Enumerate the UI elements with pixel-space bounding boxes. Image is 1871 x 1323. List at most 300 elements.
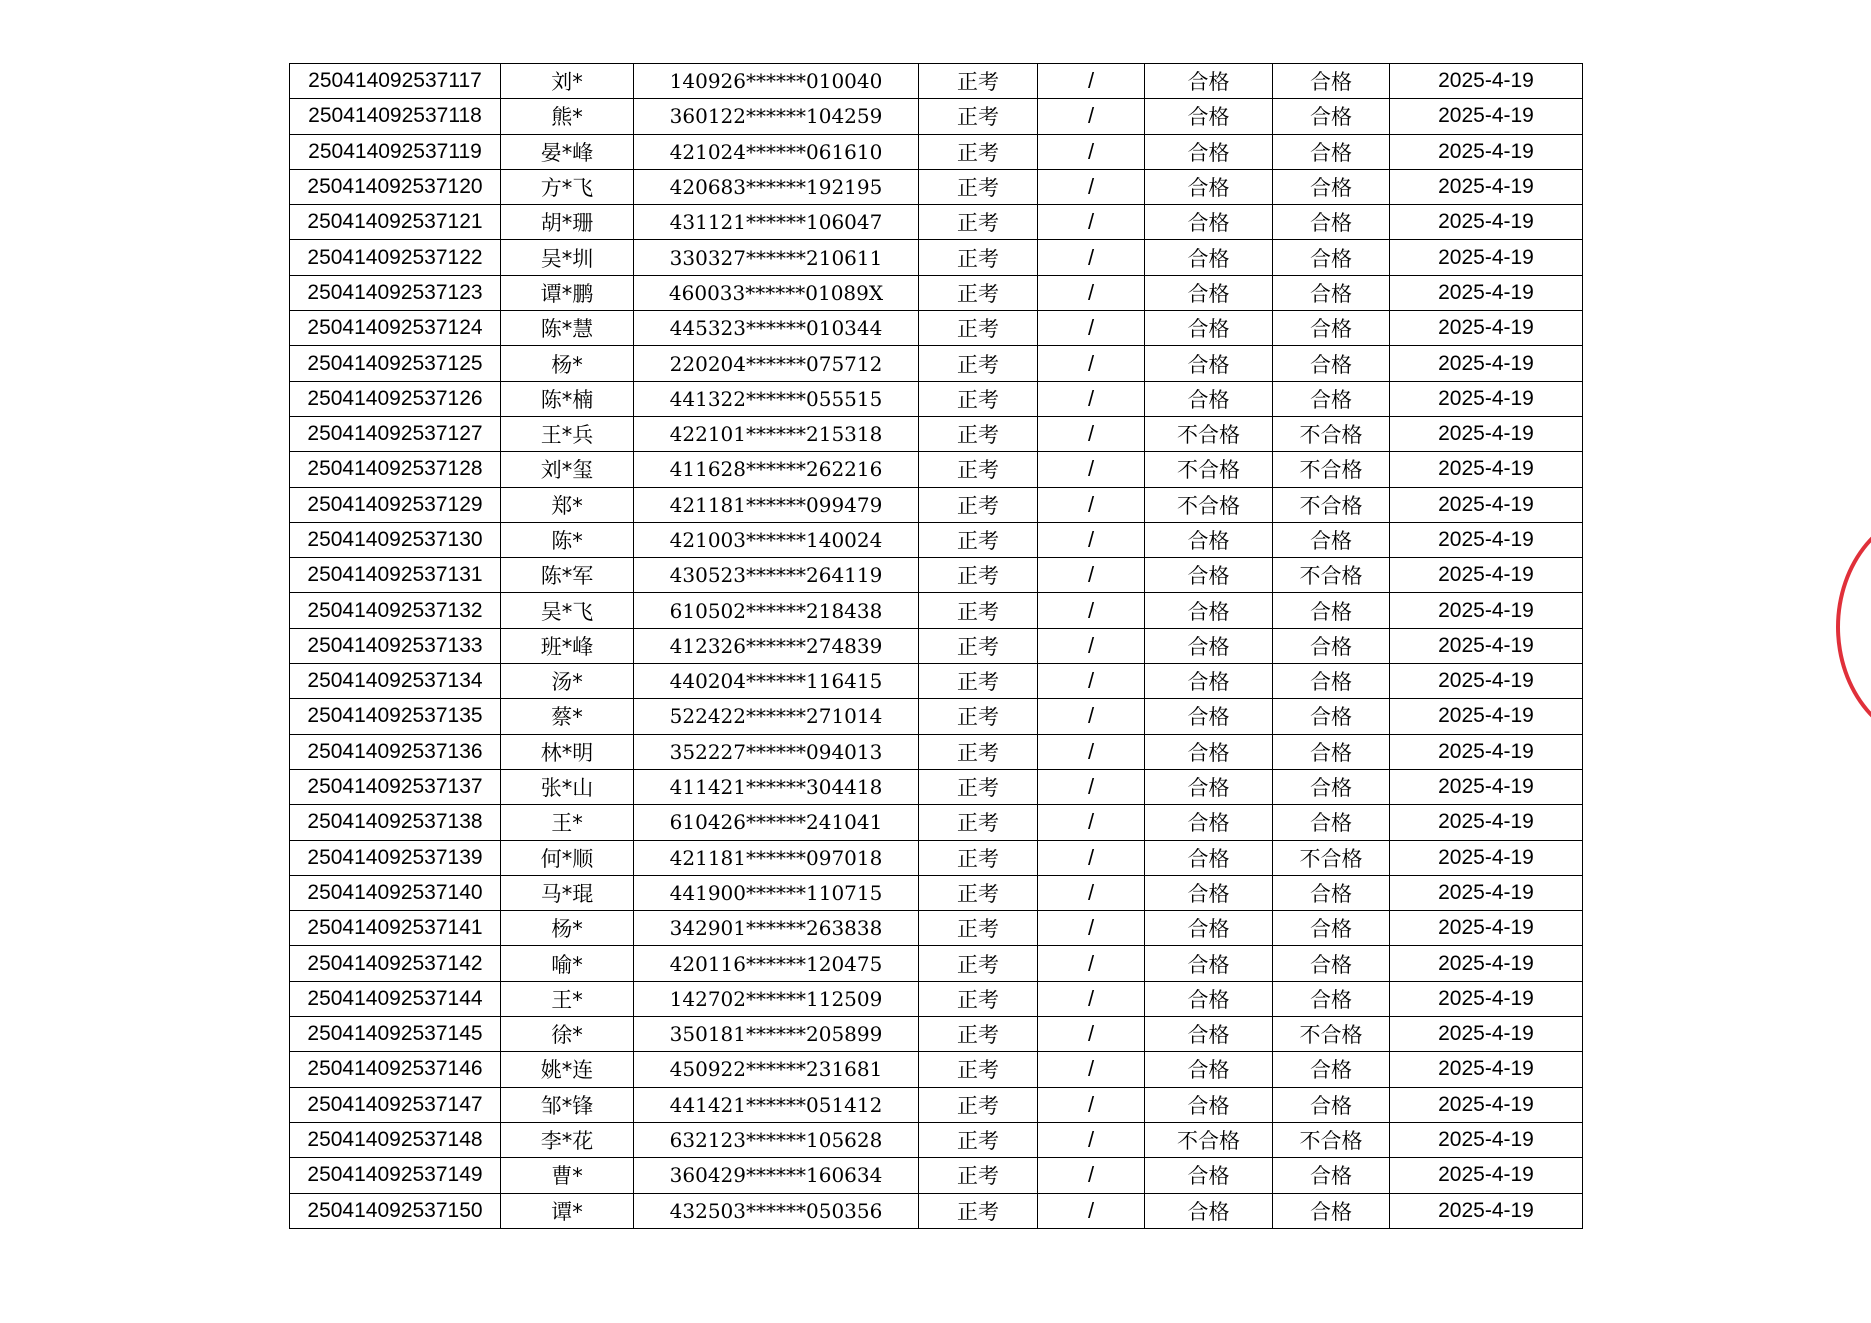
exam-type-cell: 正考 [919,1193,1038,1228]
exam-type-cell: 正考 [919,875,1038,910]
exam-type-cell: 正考 [919,769,1038,804]
theory-result-cell: 合格 [1145,311,1273,346]
candidate-name-cell: 谭* [501,1193,634,1228]
candidate-name-cell: 晏*峰 [501,134,634,169]
exam-type-cell: 正考 [919,1087,1038,1122]
theory-result-cell: 合格 [1145,64,1273,99]
exam-number-cell: 250414092537125 [290,346,501,381]
exam-type-cell: 正考 [919,1158,1038,1193]
exam-number-cell: 250414092537133 [290,628,501,663]
exam-number-cell: 250414092537121 [290,205,501,240]
exam-type-cell: 正考 [919,64,1038,99]
id-card-cell: 441322******055515 [634,381,919,416]
id-card-cell: 342901******263838 [634,911,919,946]
id-card-cell: 330327******210611 [634,240,919,275]
table-row [290,805,1583,840]
exam-number-cell: 250414092537147 [290,1087,501,1122]
exam-type-cell: 正考 [919,558,1038,593]
exam-date-cell: 2025-4-19 [1390,840,1583,875]
table-row [290,416,1583,451]
exam-number-cell: 250414092537130 [290,522,501,557]
id-card-cell: 412326******274839 [634,628,919,663]
practical-result-cell: 合格 [1273,1158,1390,1193]
candidate-name-cell: 王* [501,805,634,840]
exam-type-cell: 正考 [919,522,1038,557]
practical-result-cell: 合格 [1273,346,1390,381]
id-card-cell: 142702******112509 [634,981,919,1016]
exam-type-cell: 正考 [919,452,1038,487]
id-card-cell: 220204******075712 [634,346,919,381]
exam-type-cell: 正考 [919,981,1038,1016]
official-seal-stamp [1828,508,1871,746]
practical-result-cell: 不合格 [1273,840,1390,875]
exam-date-cell: 2025-4-19 [1390,1158,1583,1193]
exam-type-cell: 正考 [919,169,1038,204]
score-placeholder-cell: / [1038,134,1145,169]
score-placeholder-cell: / [1038,805,1145,840]
candidate-name-cell: 陈* [501,522,634,557]
table-row [290,205,1583,240]
score-placeholder-cell: / [1038,205,1145,240]
id-card-cell: 432503******050356 [634,1193,919,1228]
score-placeholder-cell: / [1038,946,1145,981]
candidate-name-cell: 班*峰 [501,628,634,663]
exam-type-cell: 正考 [919,275,1038,310]
candidate-name-cell: 刘* [501,64,634,99]
practical-result-cell: 合格 [1273,593,1390,628]
theory-result-cell: 合格 [1145,1158,1273,1193]
practical-result-cell: 合格 [1273,734,1390,769]
id-card-cell: 422101******215318 [634,416,919,451]
table-row [290,452,1583,487]
id-card-cell: 441900******110715 [634,875,919,910]
score-placeholder-cell: / [1038,346,1145,381]
table-row [290,134,1583,169]
exam-type-cell: 正考 [919,311,1038,346]
exam-date-cell: 2025-4-19 [1390,981,1583,1016]
id-card-cell: 411628******262216 [634,452,919,487]
theory-result-cell: 合格 [1145,593,1273,628]
theory-result-cell: 合格 [1145,169,1273,204]
exam-number-cell: 250414092537128 [290,452,501,487]
id-card-cell: 460033******01089X [634,275,919,310]
exam-date-cell: 2025-4-19 [1390,734,1583,769]
table-row [290,275,1583,310]
theory-result-cell: 合格 [1145,805,1273,840]
table-row [290,734,1583,769]
exam-number-cell: 250414092537141 [290,911,501,946]
theory-result-cell: 合格 [1145,1052,1273,1087]
practical-result-cell: 合格 [1273,628,1390,663]
exam-date-cell: 2025-4-19 [1390,134,1583,169]
exam-date-cell: 2025-4-19 [1390,522,1583,557]
exam-number-cell: 250414092537144 [290,981,501,1016]
score-placeholder-cell: / [1038,769,1145,804]
score-placeholder-cell: / [1038,1017,1145,1052]
exam-number-cell: 250414092537135 [290,699,501,734]
exam-type-cell: 正考 [919,1052,1038,1087]
exam-type-cell: 正考 [919,205,1038,240]
score-placeholder-cell: / [1038,99,1145,134]
exam-date-cell: 2025-4-19 [1390,169,1583,204]
practical-result-cell: 合格 [1273,205,1390,240]
exam-type-cell: 正考 [919,699,1038,734]
exam-date-cell: 2025-4-19 [1390,664,1583,699]
score-placeholder-cell: / [1038,64,1145,99]
table-row [290,1193,1583,1228]
theory-result-cell: 合格 [1145,664,1273,699]
practical-result-cell: 合格 [1273,805,1390,840]
score-placeholder-cell: / [1038,169,1145,204]
exam-number-cell: 250414092537134 [290,664,501,699]
practical-result-cell: 合格 [1273,64,1390,99]
exam-date-cell: 2025-4-19 [1390,558,1583,593]
id-card-cell: 360122******104259 [634,99,919,134]
theory-result-cell: 合格 [1145,911,1273,946]
theory-result-cell: 合格 [1145,699,1273,734]
exam-number-cell: 250414092537126 [290,381,501,416]
exam-type-cell: 正考 [919,487,1038,522]
theory-result-cell: 合格 [1145,205,1273,240]
candidate-name-cell: 杨* [501,911,634,946]
exam-number-cell: 250414092537129 [290,487,501,522]
table-row [290,875,1583,910]
exam-number-cell: 250414092537148 [290,1122,501,1157]
id-card-cell: 632123******105628 [634,1122,919,1157]
practical-result-cell: 合格 [1273,981,1390,1016]
score-placeholder-cell: / [1038,1158,1145,1193]
candidate-name-cell: 李*花 [501,1122,634,1157]
exam-date-cell: 2025-4-19 [1390,487,1583,522]
exam-date-cell: 2025-4-19 [1390,381,1583,416]
score-placeholder-cell: / [1038,734,1145,769]
id-card-cell: 522422******271014 [634,699,919,734]
practical-result-cell: 合格 [1273,169,1390,204]
exam-date-cell: 2025-4-19 [1390,1017,1583,1052]
id-card-cell: 421003******140024 [634,522,919,557]
score-placeholder-cell: / [1038,911,1145,946]
table-row [290,311,1583,346]
theory-result-cell: 合格 [1145,134,1273,169]
candidate-name-cell: 胡*珊 [501,205,634,240]
theory-result-cell: 合格 [1145,875,1273,910]
exam-number-cell: 250414092537146 [290,1052,501,1087]
practical-result-cell: 不合格 [1273,1122,1390,1157]
exam-type-cell: 正考 [919,240,1038,275]
score-placeholder-cell: / [1038,311,1145,346]
exam-number-cell: 250414092537149 [290,1158,501,1193]
results-table [289,63,1583,1229]
table-row [290,64,1583,99]
id-card-cell: 360429******160634 [634,1158,919,1193]
exam-date-cell: 2025-4-19 [1390,452,1583,487]
exam-number-cell: 250414092537127 [290,416,501,451]
table-row [290,1087,1583,1122]
practical-result-cell: 不合格 [1273,487,1390,522]
candidate-name-cell: 喻* [501,946,634,981]
candidate-name-cell: 刘*玺 [501,452,634,487]
practical-result-cell: 合格 [1273,134,1390,169]
candidate-name-cell: 张*山 [501,769,634,804]
candidate-name-cell: 吴*圳 [501,240,634,275]
exam-date-cell: 2025-4-19 [1390,346,1583,381]
exam-number-cell: 250414092537150 [290,1193,501,1228]
table-row [290,946,1583,981]
table-row [290,381,1583,416]
results-table-body [290,64,1583,1229]
candidate-name-cell: 姚*连 [501,1052,634,1087]
id-card-cell: 350181******205899 [634,1017,919,1052]
score-placeholder-cell: / [1038,664,1145,699]
table-row [290,487,1583,522]
score-placeholder-cell: / [1038,381,1145,416]
candidate-name-cell: 汤* [501,664,634,699]
exam-number-cell: 250414092537124 [290,311,501,346]
practical-result-cell: 不合格 [1273,452,1390,487]
theory-result-cell: 合格 [1145,240,1273,275]
exam-type-cell: 正考 [919,1122,1038,1157]
theory-result-cell: 合格 [1145,1087,1273,1122]
exam-type-cell: 正考 [919,381,1038,416]
theory-result-cell: 合格 [1145,522,1273,557]
practical-result-cell: 合格 [1273,769,1390,804]
practical-result-cell: 合格 [1273,1193,1390,1228]
candidate-name-cell: 郑* [501,487,634,522]
table-row [290,911,1583,946]
exam-number-cell: 250414092537120 [290,169,501,204]
exam-date-cell: 2025-4-19 [1390,240,1583,275]
practical-result-cell: 不合格 [1273,416,1390,451]
exam-type-cell: 正考 [919,346,1038,381]
table-row [290,558,1583,593]
score-placeholder-cell: / [1038,1193,1145,1228]
score-placeholder-cell: / [1038,275,1145,310]
exam-type-cell: 正考 [919,416,1038,451]
exam-type-cell: 正考 [919,734,1038,769]
exam-number-cell: 250414092537137 [290,769,501,804]
score-placeholder-cell: / [1038,558,1145,593]
score-placeholder-cell: / [1038,487,1145,522]
theory-result-cell: 合格 [1145,381,1273,416]
practical-result-cell: 不合格 [1273,558,1390,593]
id-card-cell: 445323******010344 [634,311,919,346]
table-row [290,240,1583,275]
candidate-name-cell: 谭*鹏 [501,275,634,310]
id-card-cell: 411421******304418 [634,769,919,804]
practical-result-cell: 合格 [1273,911,1390,946]
candidate-name-cell: 马*琨 [501,875,634,910]
theory-result-cell: 合格 [1145,946,1273,981]
id-card-cell: 421181******097018 [634,840,919,875]
exam-date-cell: 2025-4-19 [1390,1122,1583,1157]
id-card-cell: 440204******116415 [634,664,919,699]
exam-date-cell: 2025-4-19 [1390,699,1583,734]
score-placeholder-cell: / [1038,1087,1145,1122]
theory-result-cell: 合格 [1145,734,1273,769]
score-placeholder-cell: / [1038,699,1145,734]
exam-number-cell: 250414092537122 [290,240,501,275]
candidate-name-cell: 邹*锋 [501,1087,634,1122]
exam-type-cell: 正考 [919,805,1038,840]
id-card-cell: 441421******051412 [634,1087,919,1122]
exam-date-cell: 2025-4-19 [1390,805,1583,840]
exam-type-cell: 正考 [919,593,1038,628]
exam-date-cell: 2025-4-19 [1390,1087,1583,1122]
table-row [290,628,1583,663]
exam-type-cell: 正考 [919,99,1038,134]
candidate-name-cell: 徐* [501,1017,634,1052]
exam-type-cell: 正考 [919,134,1038,169]
exam-date-cell: 2025-4-19 [1390,1193,1583,1228]
exam-date-cell: 2025-4-19 [1390,628,1583,663]
table-row [290,981,1583,1016]
exam-number-cell: 250414092537140 [290,875,501,910]
practical-result-cell: 不合格 [1273,1017,1390,1052]
exam-number-cell: 250414092537142 [290,946,501,981]
theory-result-cell: 合格 [1145,769,1273,804]
exam-date-cell: 2025-4-19 [1390,946,1583,981]
exam-number-cell: 250414092537117 [290,64,501,99]
score-placeholder-cell: / [1038,875,1145,910]
id-card-cell: 352227******094013 [634,734,919,769]
id-card-cell: 610502******218438 [634,593,919,628]
candidate-name-cell: 蔡* [501,699,634,734]
table-row [290,169,1583,204]
theory-result-cell: 合格 [1145,275,1273,310]
exam-type-cell: 正考 [919,1017,1038,1052]
practical-result-cell: 合格 [1273,99,1390,134]
exam-number-cell: 250414092537139 [290,840,501,875]
exam-date-cell: 2025-4-19 [1390,911,1583,946]
table-row [290,1052,1583,1087]
exam-date-cell: 2025-4-19 [1390,875,1583,910]
exam-type-cell: 正考 [919,628,1038,663]
candidate-name-cell: 王*兵 [501,416,634,451]
exam-date-cell: 2025-4-19 [1390,275,1583,310]
exam-date-cell: 2025-4-19 [1390,416,1583,451]
id-card-cell: 431121******106047 [634,205,919,240]
practical-result-cell: 合格 [1273,240,1390,275]
practical-result-cell: 合格 [1273,1052,1390,1087]
table-row [290,769,1583,804]
candidate-name-cell: 熊* [501,99,634,134]
exam-date-cell: 2025-4-19 [1390,311,1583,346]
theory-result-cell: 合格 [1145,346,1273,381]
theory-result-cell: 不合格 [1145,416,1273,451]
score-placeholder-cell: / [1038,593,1145,628]
id-card-cell: 421181******099479 [634,487,919,522]
score-placeholder-cell: / [1038,416,1145,451]
exam-type-cell: 正考 [919,911,1038,946]
exam-date-cell: 2025-4-19 [1390,593,1583,628]
exam-number-cell: 250414092537132 [290,593,501,628]
theory-result-cell: 不合格 [1145,452,1273,487]
exam-type-cell: 正考 [919,946,1038,981]
exam-number-cell: 250414092537136 [290,734,501,769]
theory-result-cell: 合格 [1145,1017,1273,1052]
theory-result-cell: 合格 [1145,981,1273,1016]
practical-result-cell: 合格 [1273,875,1390,910]
exam-number-cell: 250414092537123 [290,275,501,310]
exam-date-cell: 2025-4-19 [1390,99,1583,134]
exam-number-cell: 250414092537131 [290,558,501,593]
score-placeholder-cell: / [1038,628,1145,663]
exam-date-cell: 2025-4-19 [1390,64,1583,99]
theory-result-cell: 不合格 [1145,487,1273,522]
candidate-name-cell: 吴*飞 [501,593,634,628]
id-card-cell: 430523******264119 [634,558,919,593]
theory-result-cell: 合格 [1145,840,1273,875]
exam-date-cell: 2025-4-19 [1390,205,1583,240]
exam-number-cell: 250414092537119 [290,134,501,169]
score-placeholder-cell: / [1038,240,1145,275]
exam-date-cell: 2025-4-19 [1390,769,1583,804]
candidate-name-cell: 何*顺 [501,840,634,875]
candidate-name-cell: 陈*楠 [501,381,634,416]
table-row [290,593,1583,628]
table-row [290,1122,1583,1157]
table-row [290,664,1583,699]
candidate-name-cell: 陈*慧 [501,311,634,346]
practical-result-cell: 合格 [1273,699,1390,734]
practical-result-cell: 合格 [1273,381,1390,416]
table-row [290,699,1583,734]
exam-type-cell: 正考 [919,664,1038,699]
exam-number-cell: 250414092537145 [290,1017,501,1052]
theory-result-cell: 合格 [1145,558,1273,593]
id-card-cell: 450922******231681 [634,1052,919,1087]
candidate-name-cell: 方*飞 [501,169,634,204]
candidate-name-cell: 曹* [501,1158,634,1193]
id-card-cell: 140926******010040 [634,64,919,99]
theory-result-cell: 合格 [1145,628,1273,663]
table-row [290,840,1583,875]
candidate-name-cell: 王* [501,981,634,1016]
exam-number-cell: 250414092537138 [290,805,501,840]
practical-result-cell: 合格 [1273,275,1390,310]
exam-date-cell: 2025-4-19 [1390,1052,1583,1087]
table-row [290,1158,1583,1193]
score-placeholder-cell: / [1038,840,1145,875]
id-card-cell: 420683******192195 [634,169,919,204]
table-row [290,1017,1583,1052]
score-placeholder-cell: / [1038,981,1145,1016]
exam-type-cell: 正考 [919,840,1038,875]
table-row [290,99,1583,134]
seal-ring [1836,508,1871,746]
theory-result-cell: 不合格 [1145,1122,1273,1157]
score-placeholder-cell: / [1038,522,1145,557]
exam-number-cell: 250414092537118 [290,99,501,134]
score-placeholder-cell: / [1038,452,1145,487]
id-card-cell: 420116******120475 [634,946,919,981]
candidate-name-cell: 陈*军 [501,558,634,593]
table-row [290,522,1583,557]
candidate-name-cell: 林*明 [501,734,634,769]
practical-result-cell: 合格 [1273,522,1390,557]
id-card-cell: 421024******061610 [634,134,919,169]
practical-result-cell: 合格 [1273,946,1390,981]
practical-result-cell: 合格 [1273,311,1390,346]
score-placeholder-cell: / [1038,1122,1145,1157]
table-row [290,346,1583,381]
practical-result-cell: 合格 [1273,1087,1390,1122]
practical-result-cell: 合格 [1273,664,1390,699]
theory-result-cell: 合格 [1145,99,1273,134]
candidate-name-cell: 杨* [501,346,634,381]
score-placeholder-cell: / [1038,1052,1145,1087]
theory-result-cell: 合格 [1145,1193,1273,1228]
